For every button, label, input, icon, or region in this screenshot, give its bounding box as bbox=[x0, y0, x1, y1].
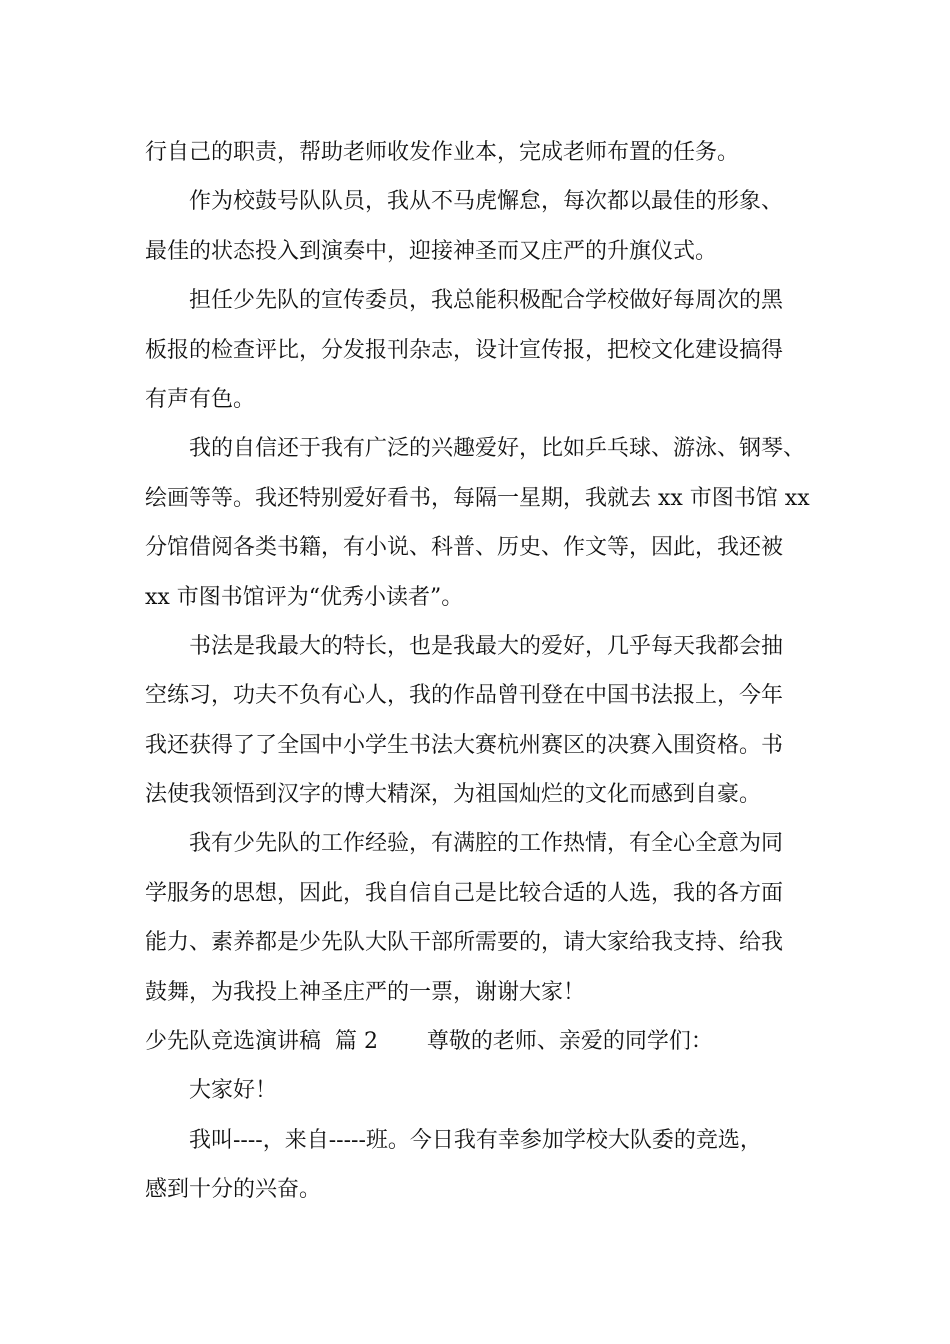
text-line: 我有少先队的工作经验，有满腔的工作热情，有全心全意为同 bbox=[189, 831, 784, 857]
text-line: 法使我领悟到汉字的博大精深，为祖国灿烂的文化而感到自豪。 bbox=[145, 782, 762, 808]
text-line: 感到十分的兴奋。 bbox=[145, 1177, 322, 1203]
text-line: 我叫----，来自-----班。今日我有幸参加学校大队委的竞选， bbox=[189, 1127, 762, 1153]
text-line: 空练习，功夫不负有心人，我的作品曾刊登在中国书法报上，今年 bbox=[145, 683, 784, 709]
text-line: 我的自信还于我有广泛的兴趣爱好，比如乒乓球、游泳、钢琴、 bbox=[189, 436, 806, 462]
text-line: 最佳的状态投入到演奏中，迎接神圣而又庄严的升旗仪式。 bbox=[145, 238, 718, 264]
document-body bbox=[145, 128, 825, 1215]
text-line: 大家好！ bbox=[189, 1078, 278, 1104]
text-line: 分馆借阅各类书籍，有小说、科普、历史、作文等，因此，我还被 bbox=[145, 535, 784, 561]
text-line: 书法是我最大的特长，也是我最大的爱好，几乎每天我都会抽 bbox=[189, 633, 784, 659]
text-line: 有声有色。 bbox=[145, 386, 256, 412]
text-line: 我还获得了了全国中小学生书法大赛杭州赛区的决赛入围资格。书 bbox=[145, 732, 784, 758]
text-line: xx 市图书馆评为“优秀小读者”。 bbox=[145, 584, 464, 610]
text-line: 板报的检查评比，分发报刊杂志，设计宣传报，把校文化建设搞得 bbox=[145, 337, 784, 363]
text-line: 学服务的思想，因此，我自信自己是比较合适的人选，我的各方面 bbox=[145, 880, 784, 906]
section-heading-line: 少先队竞选演讲稿 篇 2 尊敬的老师、亲爱的同学们： bbox=[145, 1029, 713, 1055]
text-line: 担任少先队的宣传委员，我总能积极配合学校做好每周次的黑 bbox=[189, 288, 784, 314]
text-line: 鼓舞，为我投上神圣庄严的一票，谢谢大家！ bbox=[145, 979, 586, 1005]
text-line: 能力、素养都是少先队大队干部所需要的，请大家给我支持、给我 bbox=[145, 930, 784, 956]
text-line: 绘画等等。我还特别爱好看书，每隔一星期，我就去 xx 市图书馆 xx bbox=[145, 485, 810, 511]
text-line: 行自己的职责，帮助老师收发作业本，完成老师布置的任务。 bbox=[145, 140, 740, 165]
text-line: 作为校鼓号队队员，我从不马虎懈怠，每次都以最佳的形象、 bbox=[189, 189, 784, 215]
